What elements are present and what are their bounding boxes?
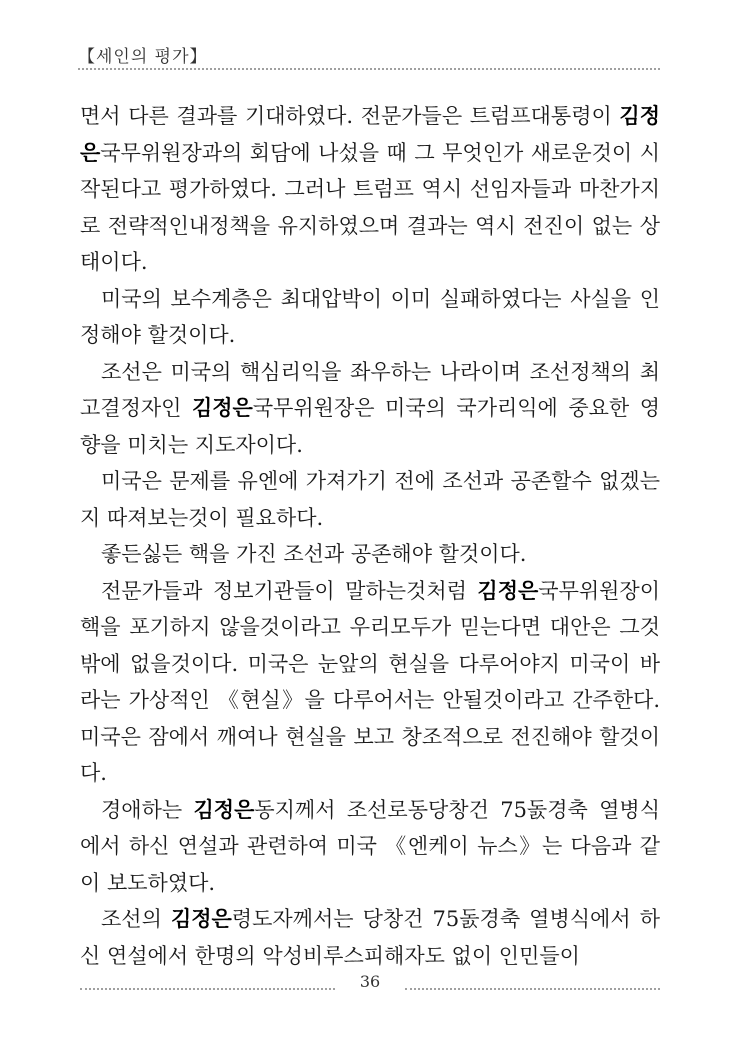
body-text bbox=[80, 98, 660, 974]
text-run: 령도자께서는 당창건 75돐경축 열병식에서 하신 연설에서 한명의 악성비루스피해자도 없이 인민들이 bbox=[80, 907, 660, 968]
text-run: 국무위원장과의 회담에 나섰을 때 그 무엇인가 새로운것이 시작된다고 평가하였다. 그러나 트럼프 역시 선임자들과 마찬가지로 전략적인내정책을 유지하였으며 결과는 역시 전진이 없는 상태이다. bbox=[80, 140, 660, 274]
paragraph bbox=[80, 573, 660, 792]
text-run: 미국의 보수계층은 최대압박이 이미 실패하였다는 사실을 인정해야 할것이다. bbox=[80, 286, 660, 347]
text-run: 국무위원장은 미국의 국가리익에 중요한 영향을 미치는 지도자이다. bbox=[80, 396, 660, 457]
text-run: 경애하는 bbox=[101, 797, 194, 822]
footer-divider-right bbox=[405, 988, 660, 990]
text-run: 좋든싫든 핵을 가진 조선과 공존해야 할것이다. bbox=[101, 542, 527, 566]
paragraph bbox=[80, 536, 660, 573]
leader-name: 김정은 bbox=[477, 578, 539, 603]
paragraph bbox=[80, 98, 660, 281]
text-run: 조선은 미국의 핵심리익을 좌우하는 나라이며 조선정책의 최고결정자인 bbox=[80, 359, 660, 420]
text-run: 조선의 bbox=[101, 907, 171, 931]
leader-name: 김정은 bbox=[80, 104, 660, 165]
text-run: 국무위원장이 핵을 포기하지 않을것이라고 우리모두가 믿는다면 대안은 그것밖에 없을것이다. 미국은 눈앞의 현실을 다루어야지 미국이 바라는 가상적인 《현실》을 다루어서는 안될것이라고 간주한다. 미국은 잠에서 깨여나 현실을 보고 창조적으로 전진해야 할것이다. bbox=[80, 578, 660, 785]
footer-divider-left bbox=[80, 988, 335, 990]
text-run: 전문가들과 정보기관들이 말하는것처럼 bbox=[101, 578, 478, 603]
paragraph bbox=[80, 792, 660, 902]
leader-name: 김정은 bbox=[191, 396, 253, 420]
text-run: 동지께서 조선로동당창건 75돐경축 열병식에서 하신 연설과 관련하여 미국 《엔케이 뉴스》는 다음과 같이 보도하였다. bbox=[80, 797, 660, 895]
paragraph bbox=[80, 901, 660, 974]
leader-name: 김정은 bbox=[193, 797, 255, 822]
paragraph bbox=[80, 463, 660, 536]
page-number: 36 bbox=[359, 972, 381, 991]
section-header: 【세인의 평가】 bbox=[78, 47, 208, 67]
header-divider bbox=[78, 68, 660, 70]
paragraph bbox=[80, 281, 660, 354]
paragraph bbox=[80, 354, 660, 464]
text-run: 면서 다른 결과를 기대하였다. 전문가들은 트럼프대통령이 bbox=[80, 104, 620, 128]
text-run: 미국은 문제를 유엔에 가져가기 전에 조선과 공존할수 없겠는지 따져보는것이 필요하다. bbox=[80, 469, 660, 530]
leader-name: 김정은 bbox=[170, 907, 232, 931]
